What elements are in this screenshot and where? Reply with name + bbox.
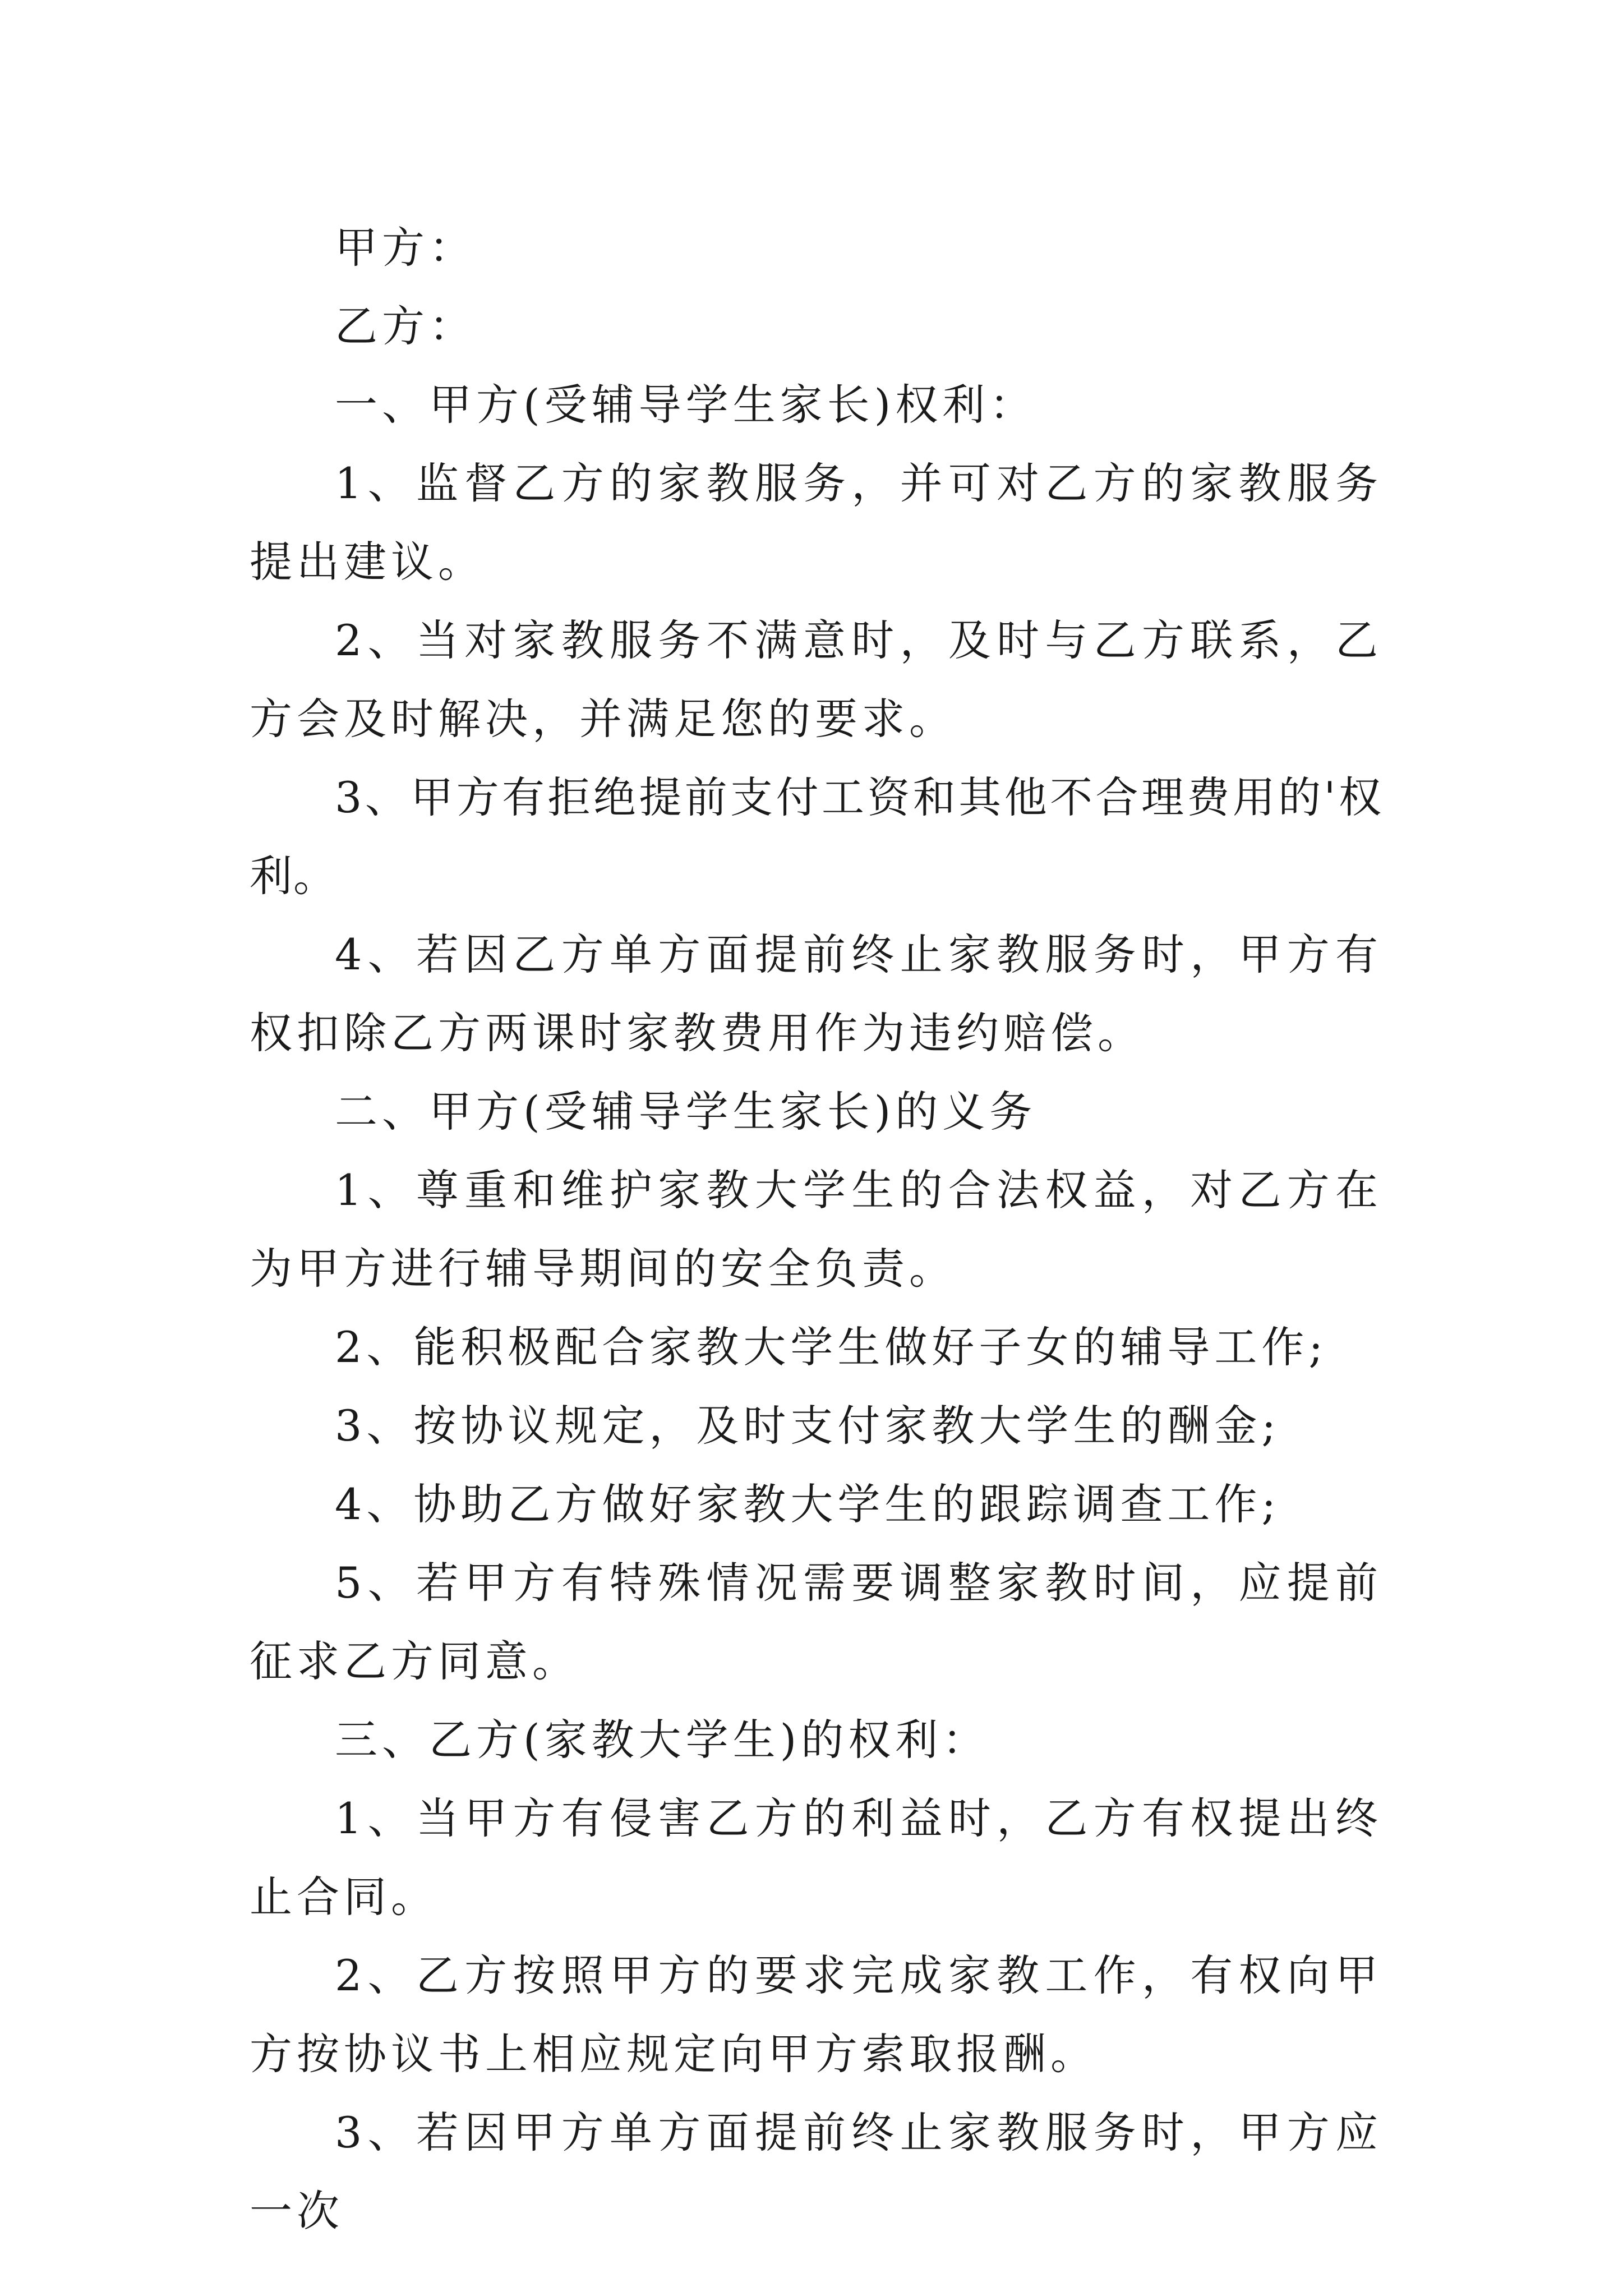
clause-paragraph: 1、当甲方有侵害乙方的利益时，乙方有权提出终止合同。	[250, 1793, 1382, 1922]
clause-paragraph: 3、甲方有拒绝提前支付工资和其他不合理费用的'权利。	[250, 772, 1382, 901]
clause-paragraph: 1、尊重和维护家教大学生的合法权益，对乙方在为甲方进行辅导期间的安全负责。	[250, 1165, 1382, 1294]
section-heading-party-a-duties: 二、甲方(受辅导学生家长)的义务	[335, 1087, 1037, 1137]
document-body	[250, 209, 1382, 2251]
clause-paragraph: 1、监督乙方的家教服务，并可对乙方的家教服务提出建议。	[250, 458, 1382, 587]
party-a-line: 甲方：	[335, 223, 476, 273]
section-heading-party-a-rights: 一、甲方(受辅导学生家长)权利：	[335, 380, 1037, 430]
clause-paragraph: 4、若因乙方单方面提前终止家教服务时，甲方有权扣除乙方两课时家教费用作为违约赔偿。	[250, 930, 1382, 1058]
clause-paragraph: 4、协助乙方做好家教大学生的跟踪调查工作;	[335, 1479, 1280, 1529]
party-b-line: 乙方：	[335, 301, 476, 351]
clause-paragraph: 5、若甲方有特殊情况需要调整家教时间，应提前征求乙方同意。	[250, 1558, 1382, 1686]
clause-paragraph: 2、乙方按照甲方的要求完成家教工作，有权向甲方按协议书上相应规定向甲方索取报酬。	[250, 1950, 1382, 2079]
clause-paragraph: 2、当对家教服务不满意时，及时与乙方联系，乙方会及时解决，并满足您的要求。	[250, 615, 1382, 744]
section-heading-party-b-rights: 三、乙方(家教大学生)的权利：	[335, 1715, 990, 1765]
clause-paragraph: 3、按协议规定，及时支付家教大学生的酬金;	[335, 1401, 1280, 1451]
clause-paragraph: 3、若因甲方单方面提前终止家教服务时，甲方应一次	[250, 2108, 1382, 2236]
clause-paragraph: 2、能积极配合家教大学生做好子女的辅导工作;	[335, 1322, 1327, 1372]
